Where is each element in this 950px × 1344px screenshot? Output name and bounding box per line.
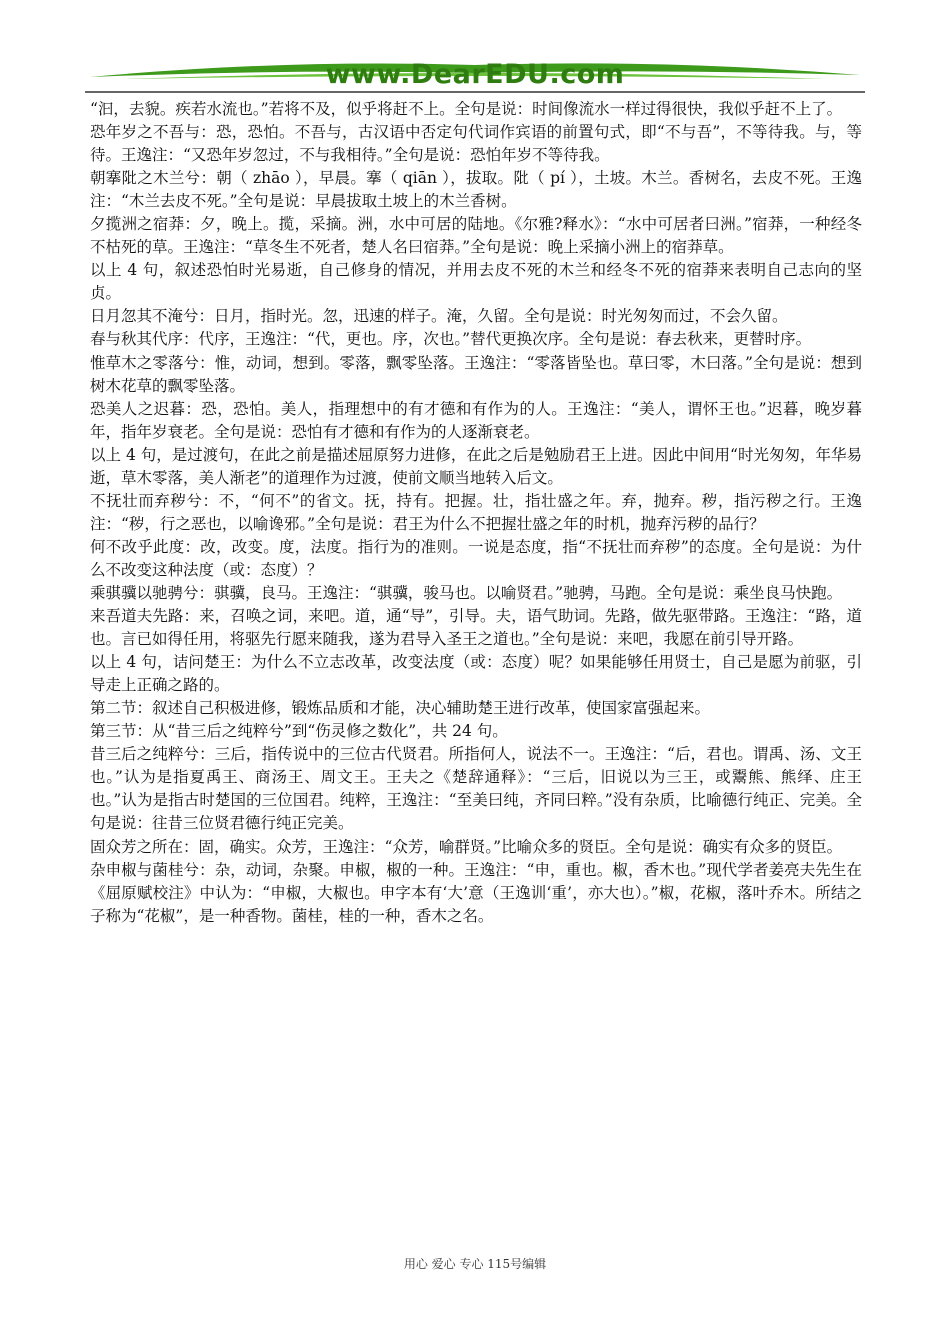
paragraph: 不抚壮而弃秽兮：不，“何不”的省文。抚，持有。把握。壮，指壮盛之年。弃，抛弃。秽，指污秽之行。王逸注：“秽，行之恶也，以喻谗邪。”全句是说：君王为什么不把握壮盛之年的时机，抛弃污秽的品行？ [90, 491, 862, 533]
paragraph: 何不改乎此度：改，改变。度，法度。指行为的准则。一说是态度，指“不抚壮而弃秽”的态度。全句是说：为什么不改变这种法度（或：态度）？ [90, 537, 862, 579]
article-body [90, 98, 862, 928]
paragraph: 朝搴阰之木兰兮：朝（ zhāo ），早晨。搴（ qiān ），拔取。阰（ pí ），土坡。木兰。香树名，去皮不死。王逸注：“木兰去皮不死。”全句是说：早晨拔取土坡上的木兰香树。 [90, 169, 862, 211]
paragraph: 昔三后之纯粹兮：三后，指传说中的三位古代贤君。所指何人，说法不一。王逸注：“后，君也。谓禹、汤、文王也。”认为是指夏禹王、商汤王、周文王。王夫之《楚辞通释》：“三后，旧说以为三王，或鬻熊、熊绎、庄王也。”认为是指古时楚国的三位国君。纯粹，王逸注：“至美曰纯，齐同曰粹。”没有杂质，比喻德行纯正、完美。全句是说：往昔三位贤君德行纯正完美。 [90, 745, 862, 833]
paragraph: 第三节：从“昔三后之纯粹兮”到“伤灵修之数化”，共 24 句。 [90, 722, 508, 741]
paragraph: 第二节：叙述自己积极进修，锻炼品质和才能，决心辅助楚王进行改革，使国家富强起来。 [90, 699, 711, 718]
site-logo[interactable]: www.DearEDU.com [325, 59, 625, 90]
paragraph: 固众芳之所在：固，确实。众芳，王逸注：“众芳，喻群贤。”比喻众多的贤臣。全句是说：确实有众多的贤臣。 [90, 837, 843, 856]
paragraph: 夕揽洲之宿莽：夕，晚上。揽，采摘。洲，水中可居的陆地。《尔雅?释水》：“水中可居者曰洲。”宿莽，一种经冬不枯死的草。王逸注：“草冬生不死者，楚人名曰宿莽。”全句是说：晚上采摘小洲上的宿莽草。 [90, 215, 862, 257]
page-footer: 用心 爱心 专心 115号编辑 [403, 1257, 547, 1271]
paragraph: 日月忽其不淹兮：日月，指时光。忽，迅速的样子。淹，久留。全句是说：时光匆匆而过，不会久留。 [90, 307, 788, 326]
paragraph: 惟草木之零落兮：惟，动词，想到。零落，飘零坠落。王逸注：“零落皆坠也。草曰零，木曰落。”全句是说：想到树木花草的飘零坠落。 [90, 353, 862, 395]
paragraph: 春与秋其代序：代序，王逸注：“代，更也。序，次也。”替代更换次序。全句是说：春去秋来，更替时序。 [90, 330, 812, 349]
paragraph: 乘骐骥以驰骋兮：骐骥，良马。王逸注：“骐骥，骏马也。以喻贤君。”驰骋，马跑。全句是说：乘坐良马快跑。 [90, 583, 843, 602]
site-header [85, 55, 865, 97]
paragraph: 来吾道夫先路：来，召唤之词，来吧。道，通“导”，引导。夫，语气助词。先路，做先驱带路。王逸注：“路，道也。言已如得任用，将驱先行愿来随我，遂为君导入圣王之道也。”全句是说：来吧，我愿在前引导开路。 [90, 607, 862, 649]
paragraph: 恐美人之迟暮：恐，恐怕。美人，指理想中的有才德和有作为的人。王逸注：“美人，谓怀王也。”迟暮，晚岁暮年，指年岁衰老。全句是说：恐怕有才德和有作为的人逐渐衰老。 [90, 399, 862, 441]
paragraph: 以上 4 句，诘问楚王：为什么不立志改革，改变法度（或：态度）呢？如果能够任用贤士，自己是愿为前驱，引导走上正确之路的。 [90, 653, 862, 695]
paragraph: “汩，去貌。疾若水流也。”若将不及，似乎将赶不上。全句是说：时间像流水一样过得很快，我似乎赶不上了。 [90, 100, 843, 118]
paragraph: 以上 4 句，是过渡句，在此之前是描述屈原努力进修，在此之后是勉励君王上进。因此中间用“时光匆匆，年华易逝，草木零落，美人渐老”的道理作为过渡，使前文顺当地转入后文。 [90, 445, 862, 487]
paragraph: 恐年岁之不吾与：恐，恐怕。不吾与，古汉语中否定句代词作宾语的前置句式，即“不与吾”，不等待我。与，等待。王逸注：“又恐年岁忽过，不与我相待。”全句是说：恐怕年岁不等待我。 [90, 123, 862, 165]
paragraph: 以上 4 句，叙述恐怕时光易逝，自己修身的情况，并用去皮不死的木兰和经冬不死的宿莽来表明自己志向的坚贞。 [90, 261, 862, 303]
paragraph: 杂申椒与菌桂兮：杂，动词，杂聚。申椒，椒的一种。王逸注：“申，重也。椒，香木也。”现代学者姜亮夫先生在《屈原赋校注》中认为：“申椒，大椒也。申字本有‘大’意（王逸训‘重’，亦大也）。”椒，花椒，落叶乔木。所结之子称为“花椒”，是一种香物。菌桂，桂的一种，香木之名。 [90, 860, 862, 925]
